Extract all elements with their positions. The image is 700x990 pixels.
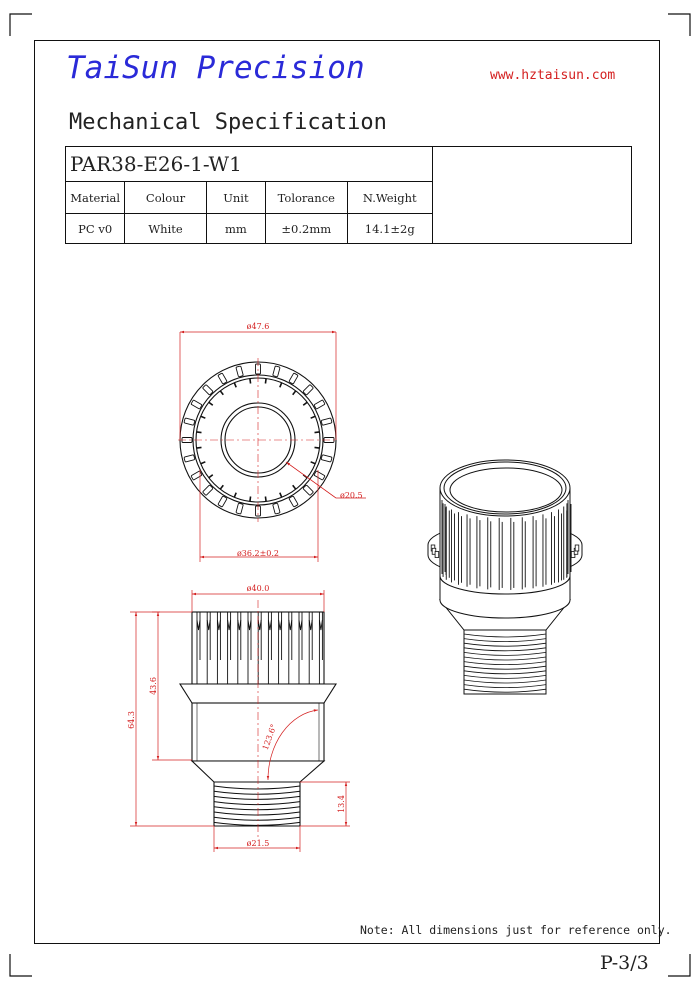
col-weight: N.Weight: [347, 182, 433, 214]
rib-mark: [201, 462, 206, 464]
slot-mark: [314, 400, 325, 409]
rib-mark: [220, 485, 223, 489]
rib-mark: [315, 432, 320, 433]
slot-mark: [321, 418, 332, 425]
rib-mark: [234, 493, 236, 498]
slot-mark: [191, 400, 202, 409]
slot-mark: [218, 373, 227, 384]
col-tolerance: Tolorance: [266, 182, 347, 214]
thread-mark: [214, 791, 300, 794]
dim-total-height: 64.3: [127, 711, 136, 729]
rib-mark: [209, 475, 213, 478]
slot-mark: [314, 471, 325, 480]
page-title: Mechanical Specification: [69, 110, 387, 135]
val-unit: mm: [206, 214, 265, 244]
col-colour: Colour: [125, 182, 206, 214]
rib-mark: [315, 447, 320, 448]
dim-side-width: ø40.0: [246, 584, 270, 593]
rib-mark: [209, 402, 213, 405]
reference-note: Note: All dimensions just for reference only.: [360, 923, 672, 937]
slot-mark: [435, 551, 439, 557]
slot-mark: [236, 503, 243, 514]
dim-inner: ø20.5: [340, 491, 363, 500]
thread-mark: [214, 812, 300, 815]
slot-mark: [202, 485, 213, 496]
slot-mark: [202, 384, 213, 395]
rib-mark: [265, 497, 266, 502]
val-weight: 14.1±2g: [347, 214, 433, 244]
thread-mark: [214, 802, 300, 805]
val-tolerance: ±0.2mm: [266, 214, 347, 244]
slot-mark: [321, 455, 332, 462]
slot-mark: [289, 373, 298, 384]
val-material: PC v0: [66, 214, 125, 244]
thread-mark: [214, 796, 300, 799]
rib-mark: [280, 383, 282, 388]
slot-mark: [303, 485, 314, 496]
dim-thread-length: 13.4: [337, 795, 346, 813]
rib-mark: [265, 379, 266, 384]
slot-mark: [184, 455, 195, 462]
rib-mark: [250, 379, 251, 384]
val-colour: White: [125, 214, 206, 244]
rib-mark: [311, 462, 316, 464]
slot-mark: [236, 366, 243, 377]
iso-view: [428, 460, 582, 694]
rib-mark: [293, 391, 296, 395]
dim-ring: ø36.2±0.2: [236, 549, 280, 558]
col-unit: Unit: [206, 182, 265, 214]
dim-cone-angle: 123.6°: [260, 722, 279, 752]
rib-mark: [280, 493, 282, 498]
slot-mark: [575, 545, 579, 551]
thread-mark: [214, 822, 300, 825]
rib-mark: [293, 485, 296, 489]
slot-mark: [289, 496, 298, 507]
slot-mark: [273, 503, 280, 514]
col-material: Material: [66, 182, 125, 214]
slot-mark: [218, 496, 227, 507]
slot-mark: [303, 384, 314, 395]
rib-mark: [303, 402, 307, 405]
thread-mark: [214, 786, 300, 789]
rib-mark: [311, 416, 316, 418]
thread-mark: [214, 817, 300, 820]
brand-name: TaiSun Precision: [66, 50, 365, 86]
dim-top-outer: ø47.6: [246, 322, 270, 331]
rib-mark: [197, 432, 202, 433]
thread-mark: [214, 807, 300, 810]
rib-mark: [234, 383, 236, 388]
rib-mark: [220, 391, 223, 395]
dim-fin-height: 43.6: [149, 677, 158, 695]
slot-mark: [191, 471, 202, 480]
rib-mark: [250, 497, 251, 502]
rib-mark: [197, 447, 202, 448]
dim-thread-dia: ø21.5: [246, 839, 270, 848]
top-view: [178, 358, 338, 522]
slot-mark: [184, 418, 195, 425]
part-number: PAR38-E26-1-W1: [66, 147, 433, 182]
rib-mark: [201, 416, 206, 418]
website-link[interactable]: www.hztaisun.com: [490, 68, 616, 83]
page-number: P-3/3: [600, 952, 649, 974]
slot-mark: [273, 366, 280, 377]
